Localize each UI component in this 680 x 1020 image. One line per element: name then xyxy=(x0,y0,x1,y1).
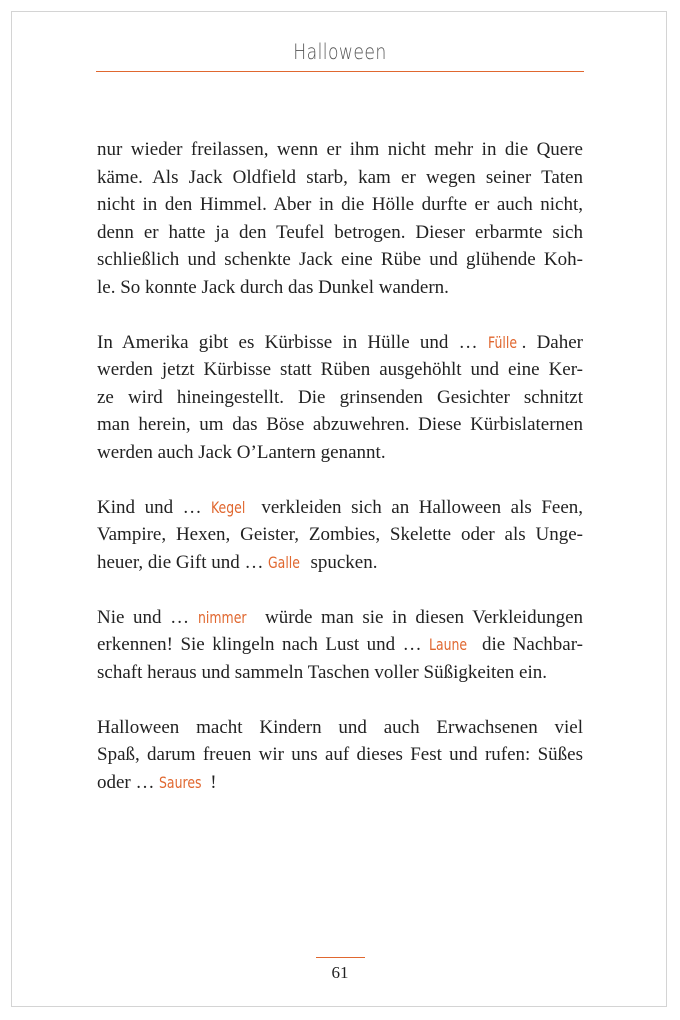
body-text xyxy=(97,136,583,824)
text-line: schließlich und schenkte Jack eine Rübe und glühende Koh- xyxy=(97,249,583,270)
paragraph xyxy=(97,604,583,687)
footer-rule xyxy=(316,957,365,958)
text-line: nicht in den Himmel. Aber in die Hölle durfte er auch nicht, xyxy=(97,194,583,215)
text-segment: . Daher xyxy=(521,331,583,353)
text-line: man herein, um das Böse abzuwehren. Diese Kürbislaternen xyxy=(97,414,583,435)
text-line xyxy=(97,604,583,632)
highlighted-word: Fülle xyxy=(487,332,517,352)
highlighted-word: Saures xyxy=(159,772,202,792)
paragraph xyxy=(97,136,583,301)
paragraph xyxy=(97,714,583,797)
page-number: 61 xyxy=(331,963,349,982)
text-line xyxy=(97,494,583,522)
text-segment: heuer, die Gift und … xyxy=(97,551,264,573)
text-line: ze wird hineingestellt. Die grinsenden Gesichter schnitzt xyxy=(97,386,583,408)
text-segment: Nie und … xyxy=(97,606,190,628)
highlighted-word: Kegel xyxy=(211,497,246,517)
text-line: werden auch Jack O’Lantern genannt. xyxy=(97,441,386,463)
text-line xyxy=(97,769,583,797)
highlighted-word: Laune xyxy=(429,635,468,654)
paragraph xyxy=(97,494,583,577)
text-segment: spucken. xyxy=(310,551,378,573)
text-line: denn er hatte ja den Teufel betrogen. Dieser erbarmte sich xyxy=(97,221,583,243)
text-line xyxy=(97,631,583,659)
highlighted-word: nimmer xyxy=(197,607,247,627)
text-segment: würde man sie in diesen Verkleidungen xyxy=(264,606,584,628)
running-header-title: Halloween xyxy=(293,40,387,64)
text-segment: die Nachbar- xyxy=(481,634,583,655)
text-line xyxy=(97,549,583,577)
text-line: Spaß, darum freuen wir uns auf dieses Fest und rufen: Süßes xyxy=(97,744,583,765)
text-line: Halloween macht Kindern und auch Erwachsenen viel xyxy=(97,716,583,738)
text-segment: Kind und … xyxy=(97,496,202,518)
highlighted-word: Galle xyxy=(268,552,301,572)
paragraph xyxy=(97,329,583,467)
text-line: käme. Als Jack Oldfield starb, kam er wegen seiner Taten xyxy=(97,166,583,188)
text-segment: erkennen! Sie klingeln nach Lust und … xyxy=(97,634,422,655)
text-line: Vampire, Hexen, Geister, Zombies, Skelette oder als Unge- xyxy=(97,524,583,545)
text-segment: oder … xyxy=(97,771,155,793)
header-rule xyxy=(96,71,584,72)
text-line: schaft heraus und sammeln Taschen voller Süßigkeiten ein. xyxy=(97,661,547,683)
text-segment: In Amerika gibt es Kürbisse in Hülle und … xyxy=(97,331,478,353)
text-line: le. So konnte Jack durch das Dunkel wandern. xyxy=(97,276,449,298)
text-line xyxy=(97,329,583,357)
text-segment: ! xyxy=(210,771,217,793)
text-line: nur wieder freilassen, wenn er ihm nicht mehr in die Quere xyxy=(97,139,583,160)
text-line: werden jetzt Kürbisse statt Rüben ausgehöhlt und eine Ker- xyxy=(97,359,583,380)
text-segment: verkleiden sich an Halloween als Feen, xyxy=(261,496,584,518)
